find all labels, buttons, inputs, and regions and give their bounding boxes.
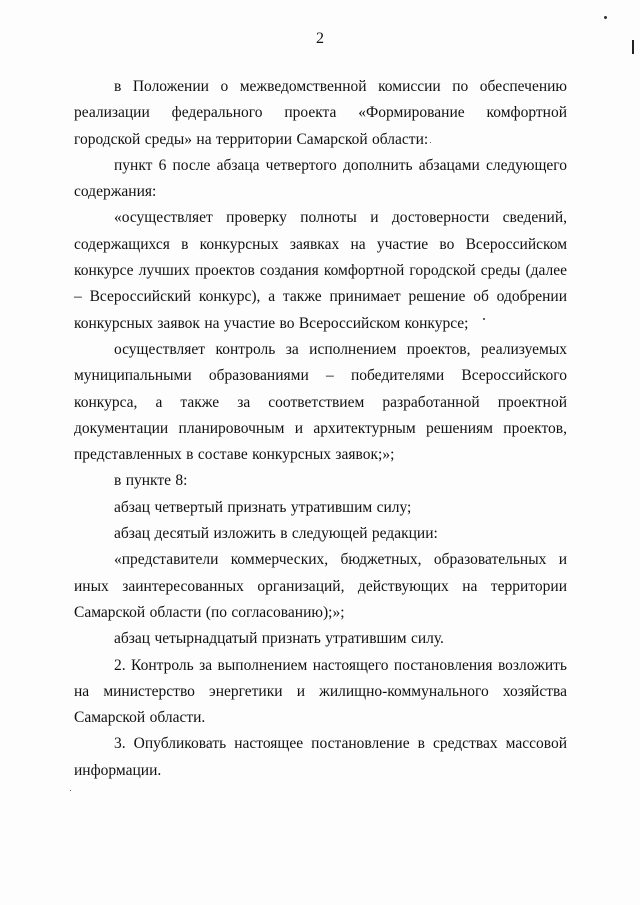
scan-edge-mark bbox=[632, 40, 634, 54]
paragraph-clause-four: абзац четвертый признать утратившим силу; bbox=[114, 498, 412, 516]
scan-speck bbox=[483, 318, 485, 320]
paragraph-point-6: пункт 6 после абзаца четвертого дополнить абзацами следующего содержания: bbox=[74, 156, 567, 201]
paragraph-quote-verification: «осуществляет проверку полноты и достоверности сведений, содержащихся в конкурсных заявках на участие во Всероссийском конкурсе лучших проектов создания комфортной городской среды (далее – Всероссийский конкурс), а также принимает решение об одобрении конкурсных заявок на участие во Всероссийском конкурсе; bbox=[74, 209, 567, 332]
paragraph-point-8: в пункте 8: bbox=[114, 472, 188, 490]
scan-speck bbox=[70, 790, 71, 791]
paragraph-quote-representatives: «представители коммерческих, бюджетных, образовательных и иных заинтересованных организаций, действующих на территории Самарской области (по согласованию);»; bbox=[74, 551, 567, 621]
document-body bbox=[74, 74, 567, 784]
paragraph-regulation-intro: в Положении о межведомственной комиссии по обеспечению реализации федерального проекта «Формирование комфортной городской среды» на территории Самарской области: bbox=[74, 78, 567, 148]
paragraph-item-3: 3. Опубликовать настоящее постановление в средствах массовой информации. bbox=[74, 735, 567, 779]
paragraph-item-2: 2. Контроль за выполнением настоящего постановления возложить на министерство энергетики и жилищно-коммунального хозяйства Самарской области. bbox=[74, 656, 567, 727]
paragraph-clause-fourteen: абзац четырнадцатый признать утратившим силу. bbox=[114, 630, 444, 648]
page-number: 2 bbox=[316, 30, 324, 47]
scan-speck bbox=[604, 16, 607, 19]
scan-speck bbox=[430, 142, 431, 143]
paragraph-quote-control: осуществляет контроль за исполнением проектов, реализуемых муниципальными образованиями – победителями Всероссийского конкурса, а также за соответствием разработанной проектной документации планировочным и архитектурным решениям проектов, представленных в составе конкурсных заявок;»; bbox=[74, 340, 567, 464]
paragraph-clause-ten: абзац десятый изложить в следующей редакции: bbox=[114, 525, 438, 543]
